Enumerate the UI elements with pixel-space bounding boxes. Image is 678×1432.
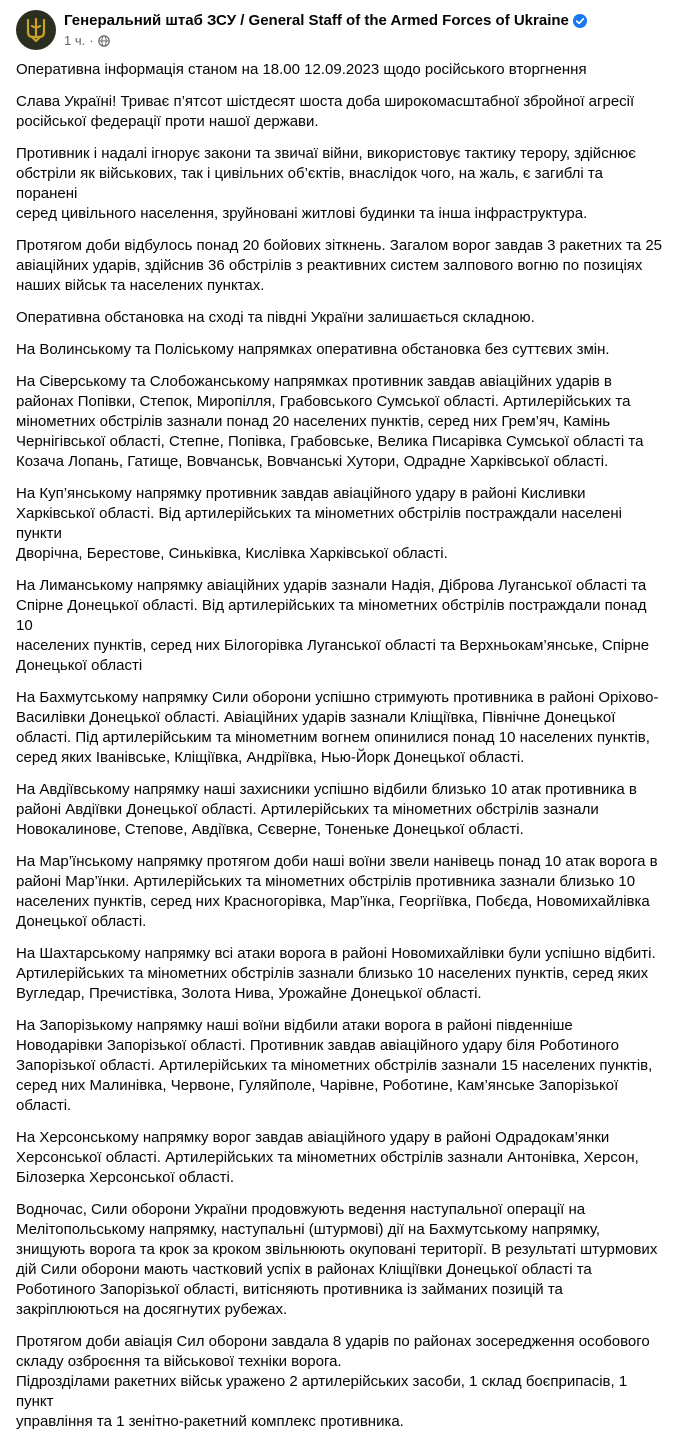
post-paragraph: На Запорізькому напрямку наші воїни відбили атаки ворога в районі південніше Новодарівки Запорізької області. Противник завдав авіаційного удару біля Роботиного Запорізької області. Артилерійських та мінометних обстрілів зазнали 15 населених пунктів, серед них Малинівка, Червоне, Гуляйполе, Чарівне, Роботине, Кам’янське Запорізької області. bbox=[16, 1017, 653, 1114]
post-paragraph: На Авдіївському напрямку наші захисники успішно відбили близько 10 атак противника в районі Авдіївки Донецької області. Артилерійських та мінометних обстрілів зазнали Новокалинове, Степове, Авдіївка, Сєверне, Тоненьке Донецької області. bbox=[16, 781, 637, 838]
post-paragraph: Противник і надалі ігнорує закони та звичаї війни, використовує тактику терору, здійснює обстріли як військових, так і цивільних об’єктів, внаслідок чого, на жаль, є загиблі та поранені серед цивільного населення, зруйновані житлові будинки та інша інфраструктура. bbox=[16, 145, 636, 222]
post-body bbox=[16, 60, 662, 1432]
post-paragraph: На Херсонському напрямку ворог завдав авіаційного удару в районі Одрадокам’янки Херсонської області. Артилерійських та мінометних обстрілів зазнали Антонівка, Херсон, Білозерка Херсонської області. bbox=[16, 1129, 639, 1186]
post-paragraph: Оперативна обстановка на сході та півдні України залишається складною. bbox=[16, 309, 535, 326]
post-meta bbox=[64, 32, 587, 49]
post-paragraph: Протягом доби відбулось понад 20 бойових зіткнень. Загалом ворог завдав 3 ракетних та 25 авіаційних ударів, здійснив 36 обстрілів з реактивних систем залпового вогню по позиціях наших військ та населених пунктах. bbox=[16, 237, 663, 294]
post-paragraph: На Шахтарському напрямку всі атаки ворога в районі Новомихайлівки були успішно відбиті. Артилерійських та мінометних обстрілів зазнали близько 10 населених пунктів, серед яких Вугледар, Пречистівка, Золота Нива, Урожайне Донецької області. bbox=[16, 945, 656, 1002]
post-paragraph: Протягом доби авіація Сил оборони завдала 8 ударів по районах зосередження особового складу озброєння та військової техніки ворога. Підрозділами ракетних військ уражено 2 артилерійських засоби, 1 склад боєприпасів, 1 пункт управління та 1 зенітно-ракетний комплекс противника. bbox=[16, 1333, 650, 1430]
globe-icon[interactable] bbox=[98, 35, 110, 47]
trident-emblem-icon bbox=[24, 17, 48, 43]
post-paragraph: На Лиманському напрямку авіаційних ударів зазнали Надія, Діброва Луганської області та Спірне Донецької області. Від артилерійських та мінометних обстрілів постраждали понад 10 населених пунктів, серед них Білогорівка Луганської області та Верхньокам’янське, Спірне Донецької області bbox=[16, 577, 650, 674]
post-author-block bbox=[64, 11, 587, 49]
post-paragraph: На Волинському та Поліському напрямках оперативна обстановка без суттєвих змін. bbox=[16, 341, 610, 358]
post-paragraph: На Мар’їнському напрямку протягом доби наші воїни звели нанівець понад 10 атак ворога в районі Мар’їнки. Артилерійських та мінометних обстрілів противника зазнали близько 10 населених пунктів, серед них Красногорівка, Мар’їнка, Георгіївка, Побєда, Новомихайлівка Донецької області. bbox=[16, 853, 658, 930]
post-paragraph: Оперативна інформація станом на 18.00 12.09.2023 щодо російського вторгнення bbox=[16, 61, 587, 78]
post-timestamp[interactable]: 1 ч. bbox=[64, 33, 86, 48]
verified-badge-icon bbox=[573, 14, 587, 28]
post-paragraph: Водночас, Сили оборони України продовжують ведення наступальної операції на Мелітопольському напрямку, наступальні (штурмові) дії на Бахмутському напрямку, знищують ворога та крок за кроком звільнюють окуповані території. В результаті штурмових дій Сили оборони мають частковий успіх в районах Кліщіївки Донецької області та Роботиного Запорізької області, витісняють противника із займаних позицій та закріплюються на досягнутих рубежах. bbox=[16, 1201, 658, 1318]
author-name[interactable]: Генеральний штаб ЗСУ / General Staff of the Armed Forces of Ukraine bbox=[64, 12, 569, 29]
post-paragraph: Слава Україні! Триває п’ятсот шістдесят шоста доба широкомасштабної збройної агресії російської федерації проти нашої держави. bbox=[16, 93, 635, 130]
post-header bbox=[16, 10, 662, 50]
post-paragraph: На Сіверському та Слобожанському напрямках противник завдав авіаційних ударів в районах Попівки, Степок, Миропілля, Грабовського Сумської області. Артилерійських та мінометних обстрілів зазнали понад 20 населених пунктів, серед них Грем’яч, Камінь Чернігівської області, Степне, Попівка, Грабовське, Велика Писарівка Сумської області та Козача Лопань, Гатище, Вовчанськ, Вовчанські Хутори, Одрадне Харківської області. bbox=[16, 373, 644, 470]
avatar[interactable] bbox=[16, 10, 56, 50]
meta-separator: · bbox=[89, 33, 94, 48]
post-paragraph: На Куп’янському напрямку противник завдав авіаційного удару в районі Кисливки Харківської області. Від артилерійських та мінометних обстрілів постраждали населені пункти Дворічна, Берестове, Синьківка, Кислівка Харківської області. bbox=[16, 485, 622, 562]
post-paragraph: На Бахмутському напрямку Сили оборони успішно стримують противника в районі Оріхово- Василівки Донецької області. Авіаційних ударів зазнали Кліщіївка, Північне Донецької області. Під артилерійським та мінометним вогнем опинилися понад 10 населених пунктів, серед яких Іванівське, Кліщіївка, Андріївка, Нью-Йорк Донецької області. bbox=[16, 689, 659, 766]
